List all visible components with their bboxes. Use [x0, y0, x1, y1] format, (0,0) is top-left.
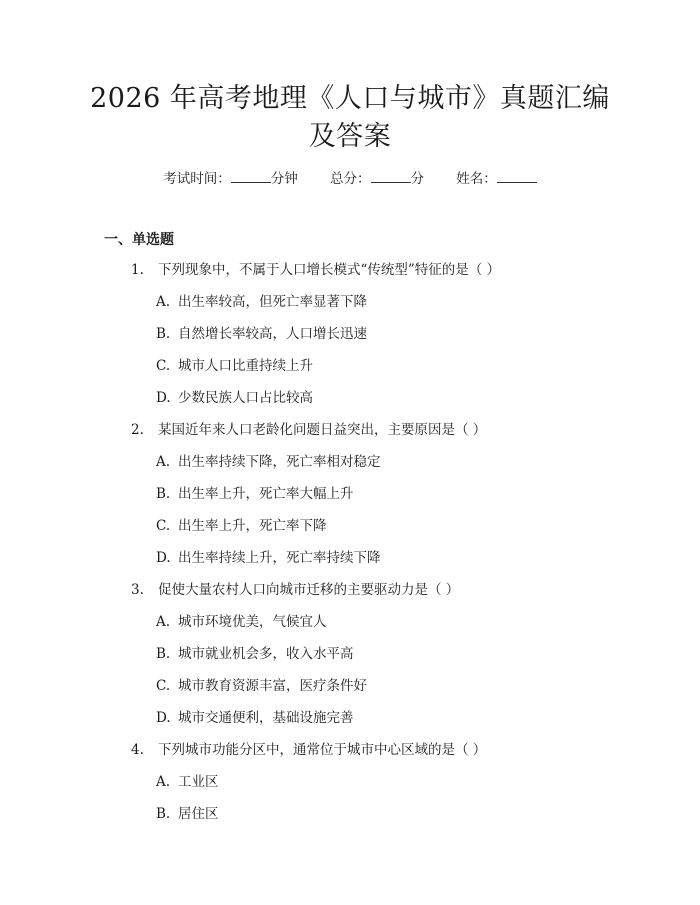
option-text: 居住区 [178, 806, 219, 822]
option-letter: D. [156, 390, 171, 406]
option-letter: B. [156, 326, 171, 342]
exam-time-unit: 分钟 [270, 171, 298, 187]
option-letter: A. [156, 774, 171, 790]
option-letter: B. [156, 646, 171, 662]
option-3c [156, 676, 367, 696]
option-4b [156, 804, 219, 824]
option-text: 出生率上升，死亡率下降 [178, 518, 327, 534]
total-score-label: 总分： [330, 171, 371, 187]
option-letter: C. [156, 678, 171, 694]
option-letter: C. [156, 358, 171, 374]
option-2a [156, 452, 381, 472]
total-score-unit: 分 [410, 171, 424, 187]
question-number: 3. [131, 582, 144, 598]
option-1d [156, 388, 313, 408]
question-text: 促使大量农村人口向城市迁移的主要驱动力是（ ） [158, 582, 460, 598]
total-score-blank[interactable] [371, 168, 411, 183]
student-name-label: 姓名： [456, 171, 497, 187]
question-4 [131, 740, 486, 760]
option-text: 城市人口比重持续上升 [178, 358, 313, 374]
option-3d [156, 708, 354, 728]
option-text: 城市就业机会多，收入水平高 [178, 646, 354, 662]
option-1c [156, 356, 313, 376]
option-letter: A. [156, 294, 171, 310]
question-number: 1. [131, 262, 144, 278]
option-letter: A. [156, 454, 171, 470]
option-text: 出生率较高，但死亡率显著下降 [178, 294, 367, 310]
option-letter: C. [156, 518, 171, 534]
option-letter: D. [156, 710, 171, 726]
option-text: 城市交通便利，基础设施完善 [178, 710, 354, 726]
exam-time [163, 168, 298, 189]
question-2 [131, 420, 486, 440]
total-score [330, 168, 424, 189]
option-text: 工业区 [178, 774, 219, 790]
question-1 [131, 260, 500, 280]
page-title: 2026 年高考地理《人口与城市》真题汇编及答案 [90, 83, 610, 152]
exam-time-label: 考试时间： [163, 171, 231, 187]
option-text: 少数民族人口占比较高 [178, 390, 313, 406]
exam-info [0, 168, 700, 189]
option-letter: B. [156, 806, 171, 822]
option-letter: A. [156, 614, 171, 630]
option-3a [156, 612, 327, 632]
question-text: 下列现象中，不属于人口增长模式“传统型”特征的是（ ） [158, 262, 501, 278]
exam-time-blank[interactable] [231, 168, 271, 183]
option-text: 城市环境优美，气候宜人 [178, 614, 327, 630]
question-number: 2. [131, 422, 144, 438]
option-text: 城市教育资源丰富，医疗条件好 [178, 678, 367, 694]
option-1a [156, 292, 367, 312]
student-name [456, 168, 537, 189]
option-text: 出生率上升，死亡率大幅上升 [178, 486, 354, 502]
option-text: 出生率持续上升，死亡率持续下降 [178, 550, 381, 566]
option-1b [156, 324, 367, 344]
option-2c [156, 516, 327, 536]
option-3b [156, 644, 354, 664]
option-text: 自然增长率较高，人口增长迅速 [178, 326, 367, 342]
question-3 [131, 580, 459, 600]
option-2d [156, 548, 381, 568]
section-heading: 一、单选题 [104, 232, 174, 248]
student-name-blank[interactable] [497, 168, 537, 183]
option-2b [156, 484, 354, 504]
option-letter: B. [156, 486, 171, 502]
question-text: 下列城市功能分区中，通常位于城市中心区域的是（ ） [158, 742, 487, 758]
option-4a [156, 772, 219, 792]
option-letter: D. [156, 550, 171, 566]
question-text: 某国近年来人口老龄化问题日益突出，主要原因是（ ） [158, 422, 487, 438]
question-number: 4. [131, 742, 144, 758]
option-text: 出生率持续下降，死亡率相对稳定 [178, 454, 381, 470]
